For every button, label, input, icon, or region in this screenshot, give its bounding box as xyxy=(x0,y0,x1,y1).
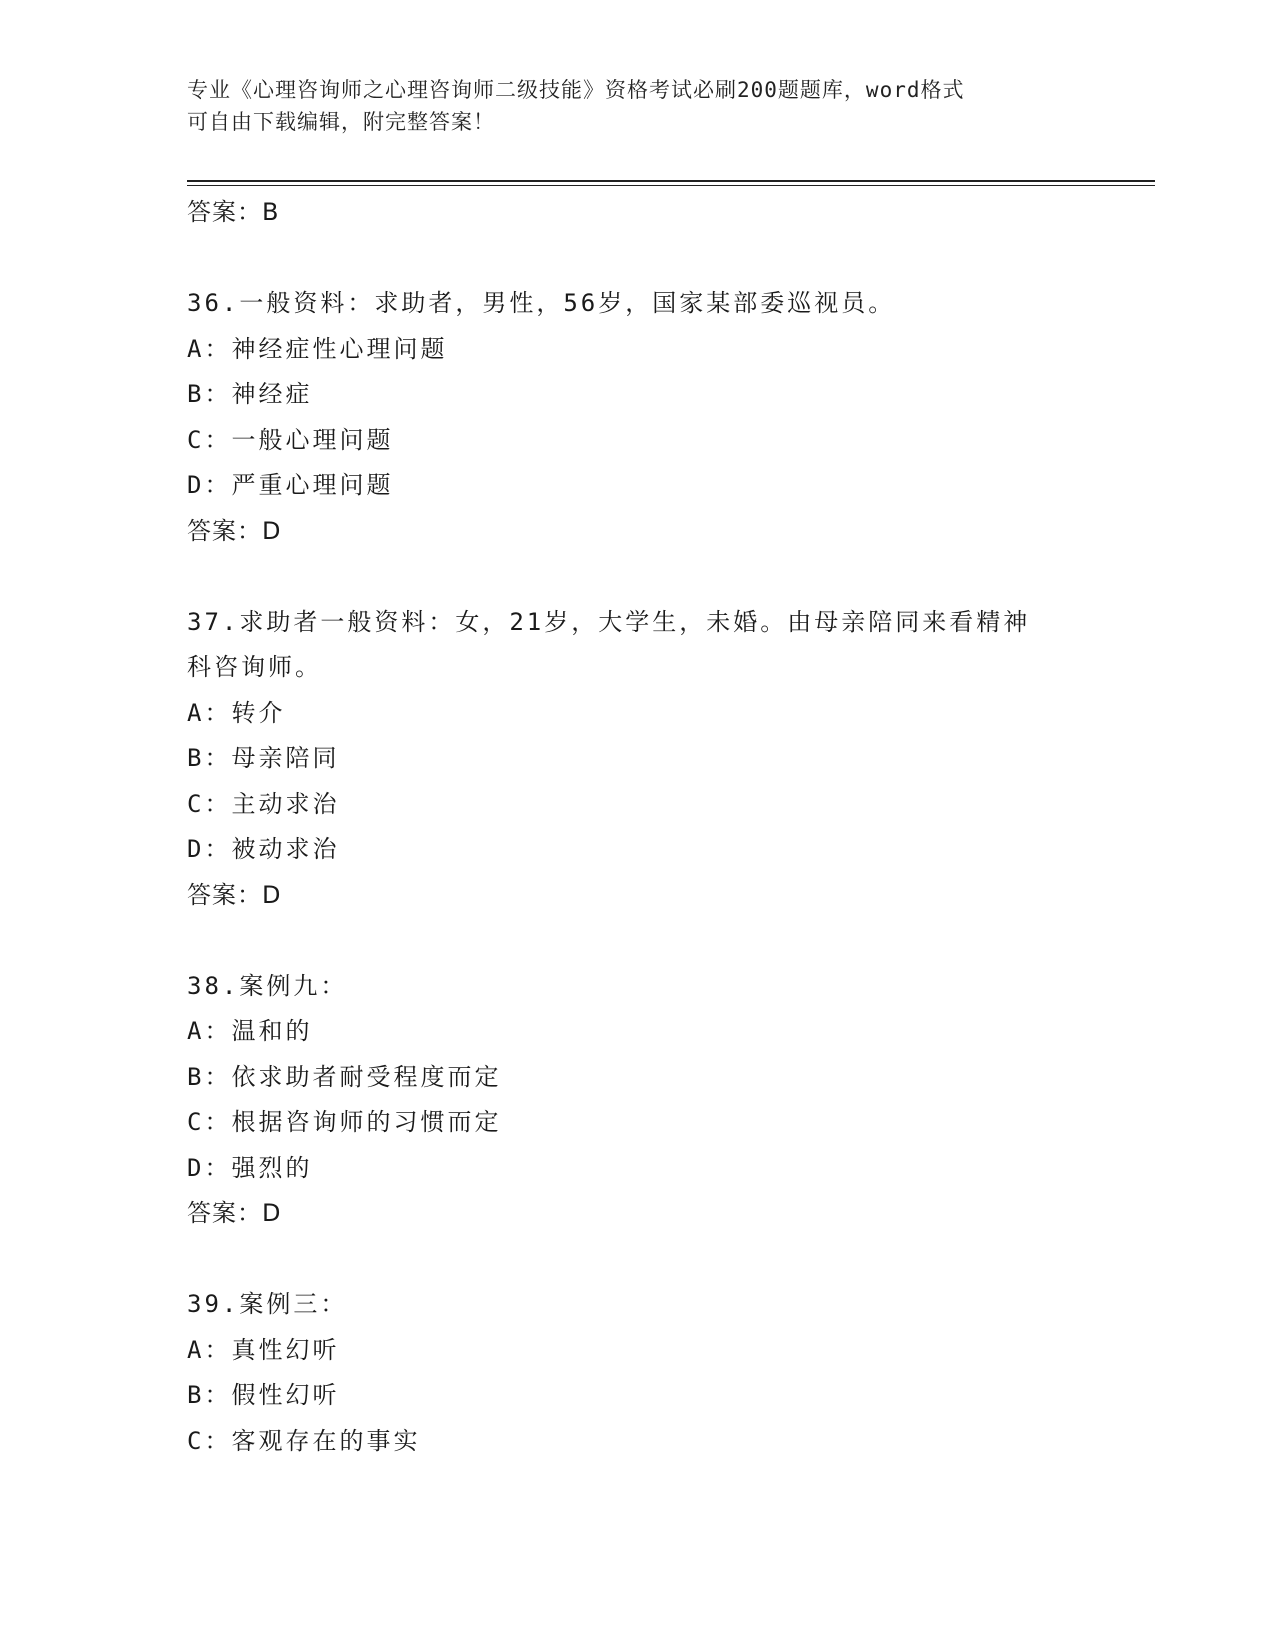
option-b: B：母亲陪同 xyxy=(187,744,340,772)
spacer xyxy=(187,236,1087,282)
question-list xyxy=(187,190,1087,1464)
header-divider-thin xyxy=(187,185,1155,186)
option-d: D：强烈的 xyxy=(187,1153,313,1182)
option-a: A：神经症性心理问题 xyxy=(187,334,448,363)
question-item xyxy=(187,600,1087,919)
question-stem: 39.案例三： xyxy=(187,1290,348,1318)
answer-line: 答案：B xyxy=(187,198,280,226)
spacer xyxy=(187,918,1087,964)
option-c: C：根据咨询师的习惯而定 xyxy=(187,1108,502,1136)
option-b: B：假性幻听 xyxy=(187,1381,340,1409)
option-a: A：真性幻听 xyxy=(187,1335,340,1364)
option-c: C：一般心理问题 xyxy=(187,425,394,454)
option-b: B：依求助者耐受程度而定 xyxy=(187,1062,502,1091)
question-stem: 37.求助者一般资料：女，21岁，大学生，未婚。由母亲陪同来看精神 xyxy=(187,607,1031,636)
question-item xyxy=(187,1282,1087,1464)
option-a: A：转介 xyxy=(187,698,286,727)
option-b: B：神经症 xyxy=(187,380,313,408)
answer-line: 答案：D xyxy=(187,880,282,909)
question-stem: 36.一般资料：求助者，男性，56岁，国家某部委巡视员。 xyxy=(187,289,896,317)
option-d: D：被动求治 xyxy=(187,835,340,863)
spacer xyxy=(187,1237,1087,1283)
document-header xyxy=(187,74,1087,138)
header-divider-thick xyxy=(187,180,1155,182)
option-c: C：客观存在的事实 xyxy=(187,1426,421,1455)
question-item xyxy=(187,964,1087,1237)
header-line-2: 可自由下载编辑，附完整答案！ xyxy=(187,110,495,134)
answer-line: 答案：D xyxy=(187,516,282,545)
question-stem: 38.案例九： xyxy=(187,971,348,1000)
option-d: D：严重心理问题 xyxy=(187,471,394,499)
header-line-1: 专业《心理咨询师之心理咨询师二级技能》资格考试必刷200题题库，word格式 xyxy=(187,78,965,102)
option-c: C：主动求治 xyxy=(187,789,340,818)
answer-line: 答案：D xyxy=(187,1199,282,1227)
question-item xyxy=(187,281,1087,554)
option-a: A：温和的 xyxy=(187,1017,313,1045)
spacer xyxy=(187,554,1087,600)
question-stem-continued: 科咨询师。 xyxy=(187,653,322,681)
